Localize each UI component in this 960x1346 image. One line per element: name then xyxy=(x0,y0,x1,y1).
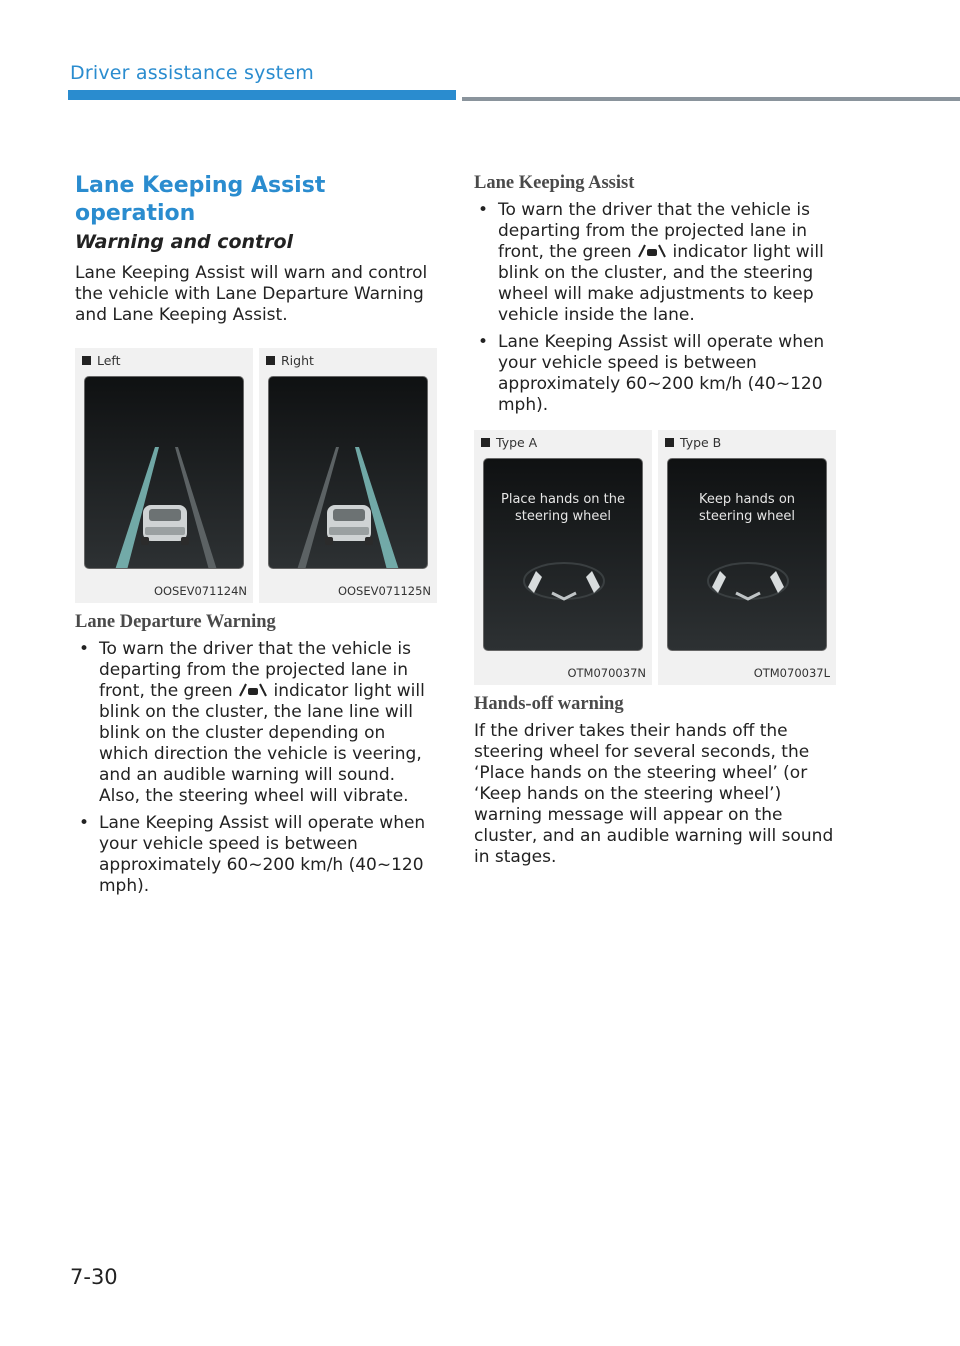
section-title: Lane Keeping Assist operation xyxy=(75,173,326,226)
figure-type-b xyxy=(658,430,836,685)
right-column xyxy=(474,172,836,868)
figure-right xyxy=(259,348,437,603)
figure-label: Left xyxy=(97,353,121,368)
steering-wheel-hands-icon xyxy=(668,459,827,651)
steering-wheel-hands-icon xyxy=(484,459,643,651)
lane-keeping-indicator-icon xyxy=(637,244,667,258)
left-column xyxy=(75,172,437,903)
figure-marker-icon xyxy=(266,356,275,365)
figure-code: OTM070037N xyxy=(567,666,646,680)
ldw-bullet-list xyxy=(75,639,437,897)
figure-type-a xyxy=(474,430,652,685)
list-item: • Lane Keeping Assist will operate when your vehicle speed is between approximately 60~200 km/h (40~120 mph). xyxy=(79,813,426,896)
warning-message: Keep hands on steering wheel xyxy=(698,492,796,524)
figure-label: Type A xyxy=(496,435,538,450)
figure-code: OOSEV071125N xyxy=(337,584,431,598)
warning-message: Place hands on the steering wheel xyxy=(501,492,625,524)
lka-heading: Lane Keeping Assist xyxy=(474,173,635,193)
header-rule-blue xyxy=(68,90,456,100)
figure-marker-icon xyxy=(481,438,490,447)
figure-code: OTM070037L xyxy=(753,666,830,680)
car-icon xyxy=(141,505,189,545)
lane-figures xyxy=(75,348,437,603)
lane-keeping-indicator-icon xyxy=(238,683,268,697)
sub-title: Warning and control xyxy=(75,231,294,253)
header-rule-gray xyxy=(462,97,960,101)
hands-off-figures xyxy=(474,430,836,685)
figure-marker-icon xyxy=(665,438,674,447)
cluster-screen xyxy=(483,458,643,651)
hands-off-heading: Hands-off warning xyxy=(474,694,624,714)
cluster-screen xyxy=(84,376,244,569)
figure-code: OOSEV071124N xyxy=(153,584,247,598)
list-item: • To warn the driver that the vehicle is departing from the projected lane in front, the green indicator light will blink on the cluster, the lane line will blink on the cluster depending on which direction the vehicle is veering, and an audible warning will sound. Also, the steering wheel will vibrate. xyxy=(79,639,425,806)
lka-bullet-list xyxy=(474,200,836,416)
lane-departure-left-illustration xyxy=(85,377,244,569)
ldw-heading: Lane Departure Warning xyxy=(75,612,276,632)
cluster-screen xyxy=(268,376,428,569)
lane-departure-right-illustration xyxy=(269,377,428,569)
figure-left xyxy=(75,348,253,603)
intro-paragraph: Lane Keeping Assist will warn and control the vehicle with Lane Departure Warning and Lane Keeping Assist. xyxy=(75,263,428,325)
page-number: 7-30 xyxy=(70,1265,118,1289)
cluster-screen xyxy=(667,458,827,651)
hands-off-paragraph: If the driver takes their hands off the steering wheel for several seconds, the ‘Place hands on the steering wheel’ (or ‘Keep hands on the steering wheel’) warning message will appear on the cluster, and an audible warning will sound in stages. xyxy=(474,721,834,867)
figure-marker-icon xyxy=(82,356,91,365)
figure-label: Type B xyxy=(680,435,722,450)
list-item: • To warn the driver that the vehicle is departing from the projected lane in front, the green indicator light will blink on the cluster, and the steering wheel will make adjustments to keep vehicle inside the lane. xyxy=(478,200,824,325)
list-item: • Lane Keeping Assist will operate when your vehicle speed is between approximately 60~200 km/h (40~120 mph). xyxy=(478,332,825,415)
car-icon xyxy=(325,505,373,545)
figure-label: Right xyxy=(281,353,314,368)
header-title: Driver assistance system xyxy=(70,62,314,84)
